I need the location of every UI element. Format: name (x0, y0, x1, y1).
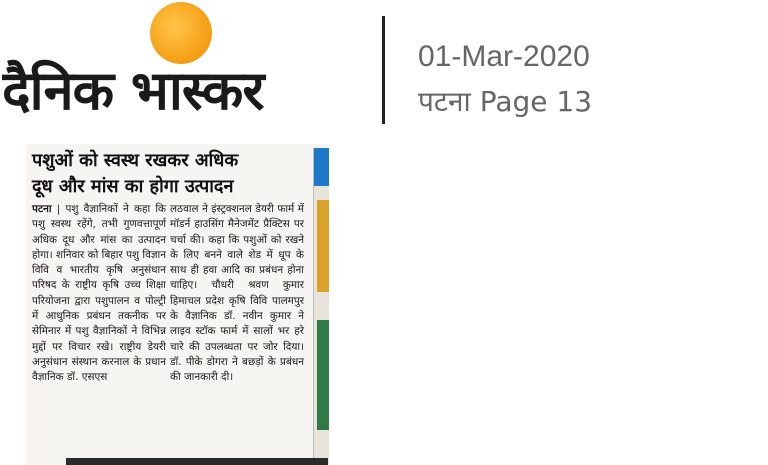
header-divider (382, 16, 385, 124)
edition-date: 01-Mar-2020 (418, 40, 590, 73)
article-column-2: लठवाल ने इंस्ट्रक्शनल डेयरी फार्म में मॉडर्न हाउसिंग मैनेजमेंट प्रैक्टिस पर चर्चा की। कहा कि पशुओं को रखने के लिए बनने वाले शेड में धूप के साथ ही हवा आदि का प्रबंधन होना चाहिए। चौधरी श्रवण कुमार हिमाचल प्रदेश कृषि विवि पालमपुर के वैज्ञानिक डॉ. नवीन कुमार ने लाइव स्टॉक फार्म में सालों भर हरे चारे की उपलब्धता पर जोर दिया। डॉ. पीके डोगरा ने बछड़ों के प्रबंधन की जानकारी दी। (170, 203, 304, 384)
edition-page: पटना Page 13 (418, 85, 593, 118)
adjacent-photo-2 (317, 320, 329, 430)
newspaper-logo: दैनिक भास्कर (2, 59, 264, 122)
article-column-1-text: | पशु वैज्ञानिकों ने कहा कि पशु स्वस्थ रहेंगे, तभी गुणवत्तापूर्ण अधिक दूध और मांस का उत्पादन होगा। शनिवार को बिहार पशु विज्ञान विवि व भारतीय कृषि अनुसंधान परिषद के राष्ट्रीय कृषि उच्च शिक्षा परियोजना द्वारा पशुपालन व पोल्ट्री में आधुनिक प्रबंधन तकनीक पर सेमिनार में पशु वैज्ञानिकों ने विभिन्न मुद्दों पर विचार रखे। राष्ट्रीय डेयरी अनुसंधान संस्थान करनाल के प्रधान वैज्ञानिक डॉ. एसएस (32, 203, 166, 384)
article-dateline: पटना (32, 203, 52, 215)
next-article-edge (66, 458, 328, 465)
adjacent-photo-1 (317, 200, 329, 292)
sun-logo-icon (150, 2, 212, 64)
adjacent-blue-block (314, 148, 329, 186)
news-clipping (26, 144, 328, 465)
masthead (0, 0, 768, 140)
article-headline: पशुओं को स्वस्थ रखकर अधिक दूध और मांस का होगा उत्पादन (32, 150, 239, 197)
article-column-1 (32, 202, 166, 386)
adjacent-clipping-edge (313, 148, 329, 465)
